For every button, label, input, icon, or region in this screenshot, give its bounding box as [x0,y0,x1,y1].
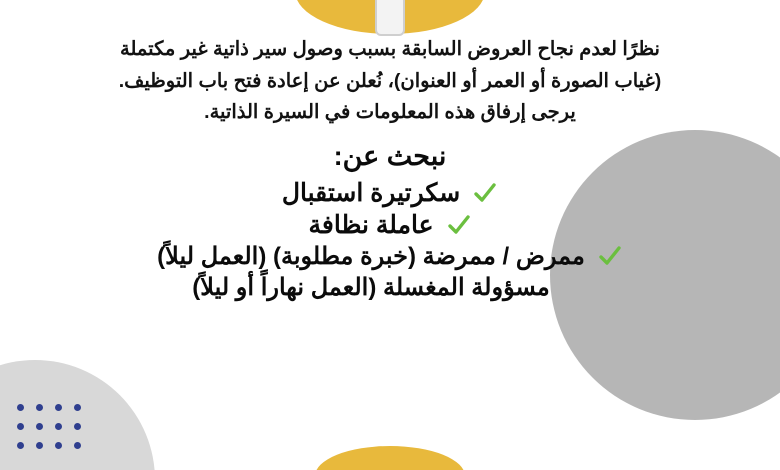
job-list [26,178,754,302]
intro-line-1: نظرًا لعدم نجاح العروض السابقة بسبب وصول سير ذاتية غير مكتملة [120,38,660,60]
job-label: ممرض / ممرضة (خبرة مطلوبة) (العمل ليلاً) [157,242,585,270]
bottom-yellow-accent [315,446,465,470]
check-icon [446,212,472,238]
job-item [26,210,754,240]
headline-we-are-hiring: نبحث عن: [333,140,447,171]
job-label: عاملة نظافة [308,210,434,239]
dot-grid-decoration [14,404,81,452]
job-item [26,242,754,271]
job-label: سكرتيرة استقبال [281,178,461,207]
job-item [26,273,754,302]
intro-paragraph [30,34,750,129]
intro-line-3: يرجى إرفاق هذه المعلومات في السيرة الذاتية. [204,101,576,124]
job-label: مسؤولة المغسلة (العمل نهاراً أو ليلاً) [192,273,550,301]
intro-line-2: (غياب الصورة أو العمر أو العنوان)، نُعلن عن إعادة فتح باب التوظيف. [118,69,662,92]
job-item [26,178,754,208]
check-icon [597,243,623,269]
check-icon [472,180,498,206]
